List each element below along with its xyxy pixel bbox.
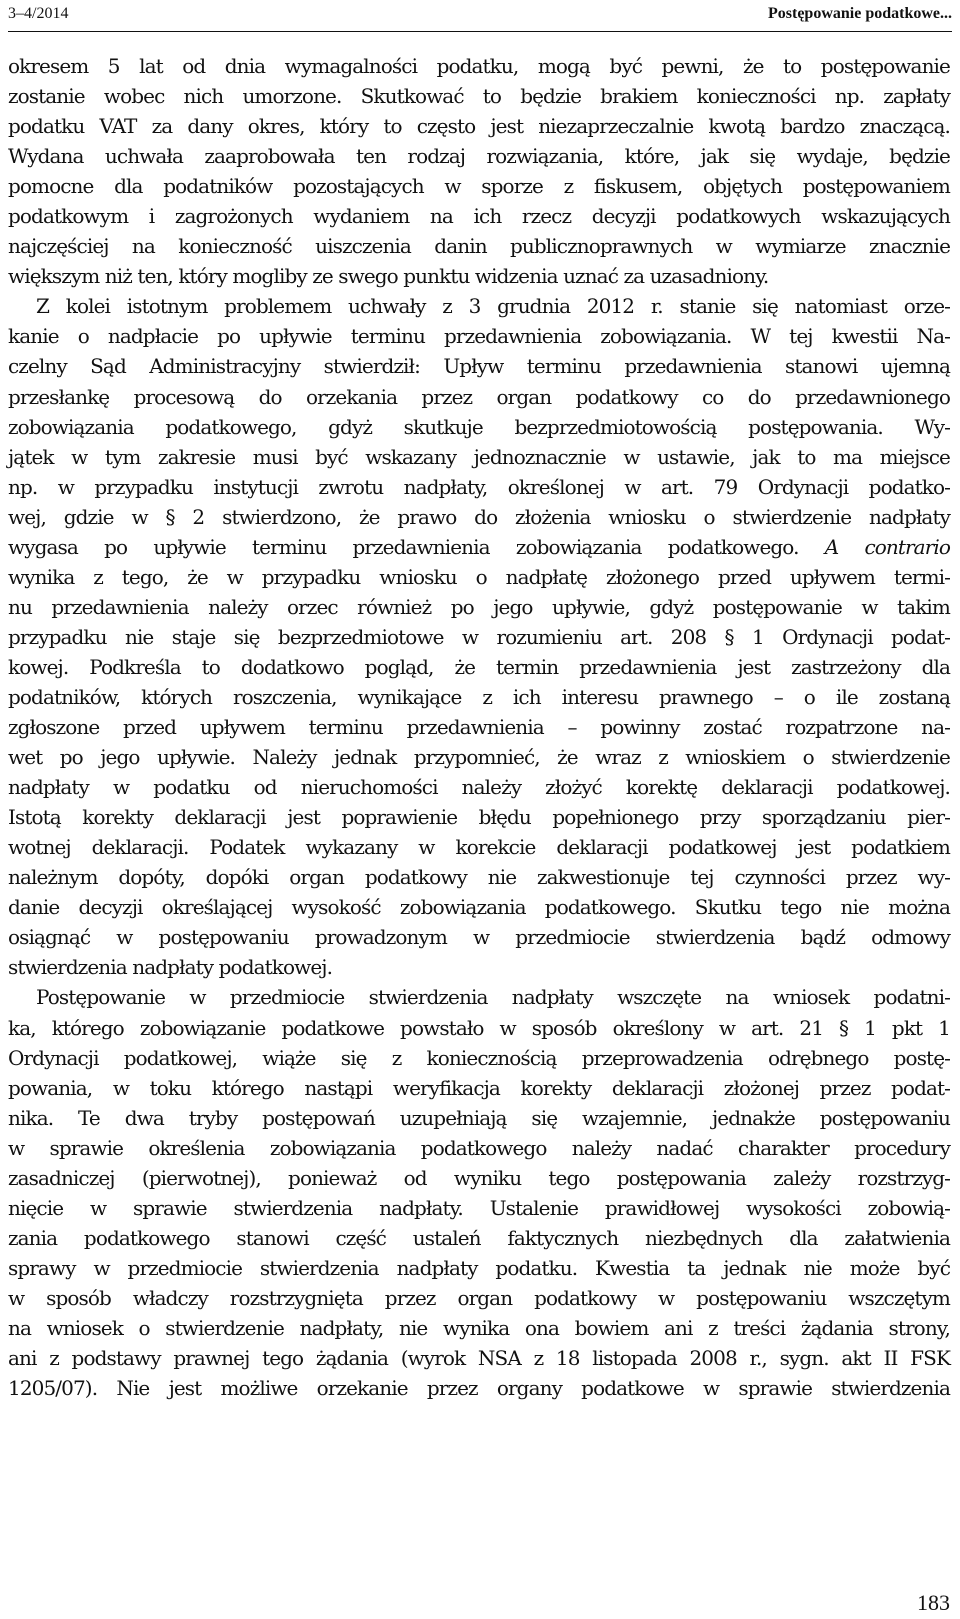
text-line: Istotą korekty deklaracji jest poprawienie błędu popełnionego przy sporządzaniu pier- bbox=[8, 805, 950, 830]
text-line: np. w przypadku instytucji zwrotu nadpłaty, określonej w art. 79 Ordynacji podatko- bbox=[8, 474, 950, 499]
text-line: w sprawie określenia zobowiązania podatkowego należy nadać charakter procedury bbox=[8, 1135, 950, 1160]
paragraph-start-line: Postępowanie w przedmiocie stwierdzenia nadpłaty wszczęte na wniosek podatni- bbox=[36, 985, 950, 1010]
text-line: danie decyzji określającej wysokość zobowiązania podatkowego. Skutku tego nie można bbox=[8, 895, 950, 920]
running-header bbox=[8, 4, 952, 26]
text-line: w sposób władczy rozstrzygnięta przez organ podatkowy w postępowaniu wszczętym bbox=[8, 1285, 950, 1310]
text-line: podatku VAT za dany okres, który to często jest niezaprzeczalnie kwotą bardzo znaczącą. bbox=[8, 114, 950, 139]
text-line: najczęściej na konieczność uiszczenia danin publicznoprawnych w wymiarze znacznie bbox=[8, 234, 950, 259]
text-line: podatników, których roszczenia, wynikające z ich interesu prawnego – o ile zostaną bbox=[8, 684, 950, 709]
text-line: nika. Te dwa tryby postępowań uzupełniają się wzajemnie, jednakże postępowaniu bbox=[8, 1105, 950, 1130]
text-line: okresem 5 lat od dnia wymagalności podatku, mogą być pewni, że to postępowanie bbox=[8, 54, 950, 78]
text-line: zania podatkowego stanowi część ustaleń faktycznych niezbędnych dla załatwienia bbox=[8, 1225, 950, 1250]
article-body bbox=[8, 51, 950, 1433]
text-line: przypadku nie staje się bezprzedmiotowe w rozumieniu art. 208 § 1 Ordynacji podat- bbox=[8, 624, 950, 649]
header-divider bbox=[8, 31, 952, 32]
text-line: Wydana uchwała zaaprobowała ten rodzaj rozwiązania, które, jak się wydaje, będzie bbox=[8, 144, 950, 169]
text-line: Ordynacji podatkowej, wiąże się z koniecznością przeprowadzenia odrębnego postę- bbox=[8, 1045, 950, 1070]
issue-number: 3–4/2014 bbox=[8, 5, 69, 22]
text-line: przesłankę procesową do orzekania przez organ podatkowy co do przedawnionego bbox=[8, 384, 950, 409]
text-line: jątek w tym zakresie musi być wskazany jednoznacznie w ustawie, jak to ma miejsce bbox=[8, 444, 950, 469]
text-line: na wniosek o stwierdzenie nadpłaty, nie wynika ona bowiem ani z treści żądania strony, bbox=[8, 1315, 950, 1340]
text-line: stwierdzenia nadpłaty podatkowej. bbox=[8, 955, 333, 980]
text-line: kowej. Podkreśla to dodatkowo pogląd, że termin przedawnienia jest zastrzeżony dla bbox=[8, 654, 950, 679]
text-line: wynika z tego, że w przypadku wniosku o nadpłatę złożonego przed upływem termi- bbox=[8, 564, 950, 589]
text-line: zgłoszone przed upływem terminu przedawnienia – powinny zostać rozpatrzone na- bbox=[8, 715, 950, 740]
text-line: należnym dopóty, dopóki organ podatkowy nie zakwestionuje tej czynności przez wy- bbox=[8, 865, 950, 890]
text-line: czelny Sąd Administracyjny stwierdził: Upływ terminu przedawnienia stanowi ujemną bbox=[8, 354, 950, 379]
text-line: nu przedawnienia należy orzec również po jego upływie, gdyż postępowanie w takim bbox=[8, 594, 950, 619]
text-line: sprawy w przedmiocie stwierdzenia nadpłaty podatku. Kwestia ta jednak nie może być bbox=[8, 1255, 950, 1280]
page-number: 183 bbox=[917, 1590, 950, 1615]
text-line bbox=[8, 1403, 950, 1433]
text-line: wygasa po upływie terminu przedawnienia zobowiązania podatkowego. A contrario bbox=[8, 534, 950, 559]
text-line: pomocne dla podatników pozostających w sporze z fiskusem, objętych postępowaniem bbox=[8, 174, 950, 199]
text-line: zostanie wobec nich umorzone. Skutkować to będzie brakiem konieczności np. zapłaty bbox=[8, 84, 950, 109]
text-line: kanie o nadpłacie po upływie terminu przedawnienia zobowiązania. W tej kwestii Na- bbox=[8, 324, 950, 349]
text-line: wotnej deklaracji. Podatek wykazany w korekcie deklaracji podatkowej jest podatkiem bbox=[8, 835, 950, 860]
text-line: wet po jego upływie. Należy jednak przypomnieć, że wraz z wnioskiem o stwierdzenie bbox=[8, 745, 950, 770]
text-line: ka, którego zobowiązanie podatkowe powstało w sposób określony w art. 21 § 1 pkt 1 bbox=[8, 1015, 950, 1040]
text-line: zobowiązania podatkowego, gdyż skutkuje bezprzedmiotowością postępowania. Wy- bbox=[8, 414, 950, 439]
text-line: nięcie w sprawie stwierdzenia nadpłaty. Ustalenie prawidłowej wysokości zobowią- bbox=[8, 1195, 950, 1220]
text-line: nadpłaty w podatku od nieruchomości należy złożyć korektę deklaracji podatkowej. bbox=[8, 775, 950, 800]
latin-phrase: A contrario bbox=[824, 534, 950, 559]
paragraph-start-line: Z kolei istotnym problemem uchwały z 3 grudnia 2012 r. stanie się natomiast orze- bbox=[36, 294, 950, 319]
text-line: wej, gdzie w § 2 stwierdzono, że prawo do złożenia wniosku o stwierdzenie nadpłaty bbox=[8, 504, 950, 529]
text-line: zasadniczej (pierwotnej), ponieważ od wyniku tego postępowania zależy rozstrzyg- bbox=[8, 1165, 950, 1190]
text-line: osiągnąć w postępowaniu prowadzonym w przedmiocie stwierdzenia bądź odmowy bbox=[8, 925, 950, 950]
running-title: Postępowanie podatkowe... bbox=[767, 5, 952, 22]
text-line: powania, w toku którego nastąpi weryfikacja korekty deklaracji złożonej przez podat- bbox=[8, 1075, 950, 1100]
text-line: większym niż ten, który mogliby ze swego punktu widzenia uznać za uzasadniony. bbox=[8, 264, 769, 289]
text-line: podatkowym i zagrożonych wydaniem na ich rzecz decyzji podatkowych wskazujących bbox=[8, 204, 950, 229]
text-line: 1205/07). Nie jest możliwe orzekanie przez organy podatkowe w sprawie stwierdzenia bbox=[8, 1376, 950, 1401]
text-line: ani z podstawy prawnej tego żądania (wyrok NSA z 18 listopada 2008 r., sygn. akt II FSK bbox=[8, 1346, 950, 1371]
